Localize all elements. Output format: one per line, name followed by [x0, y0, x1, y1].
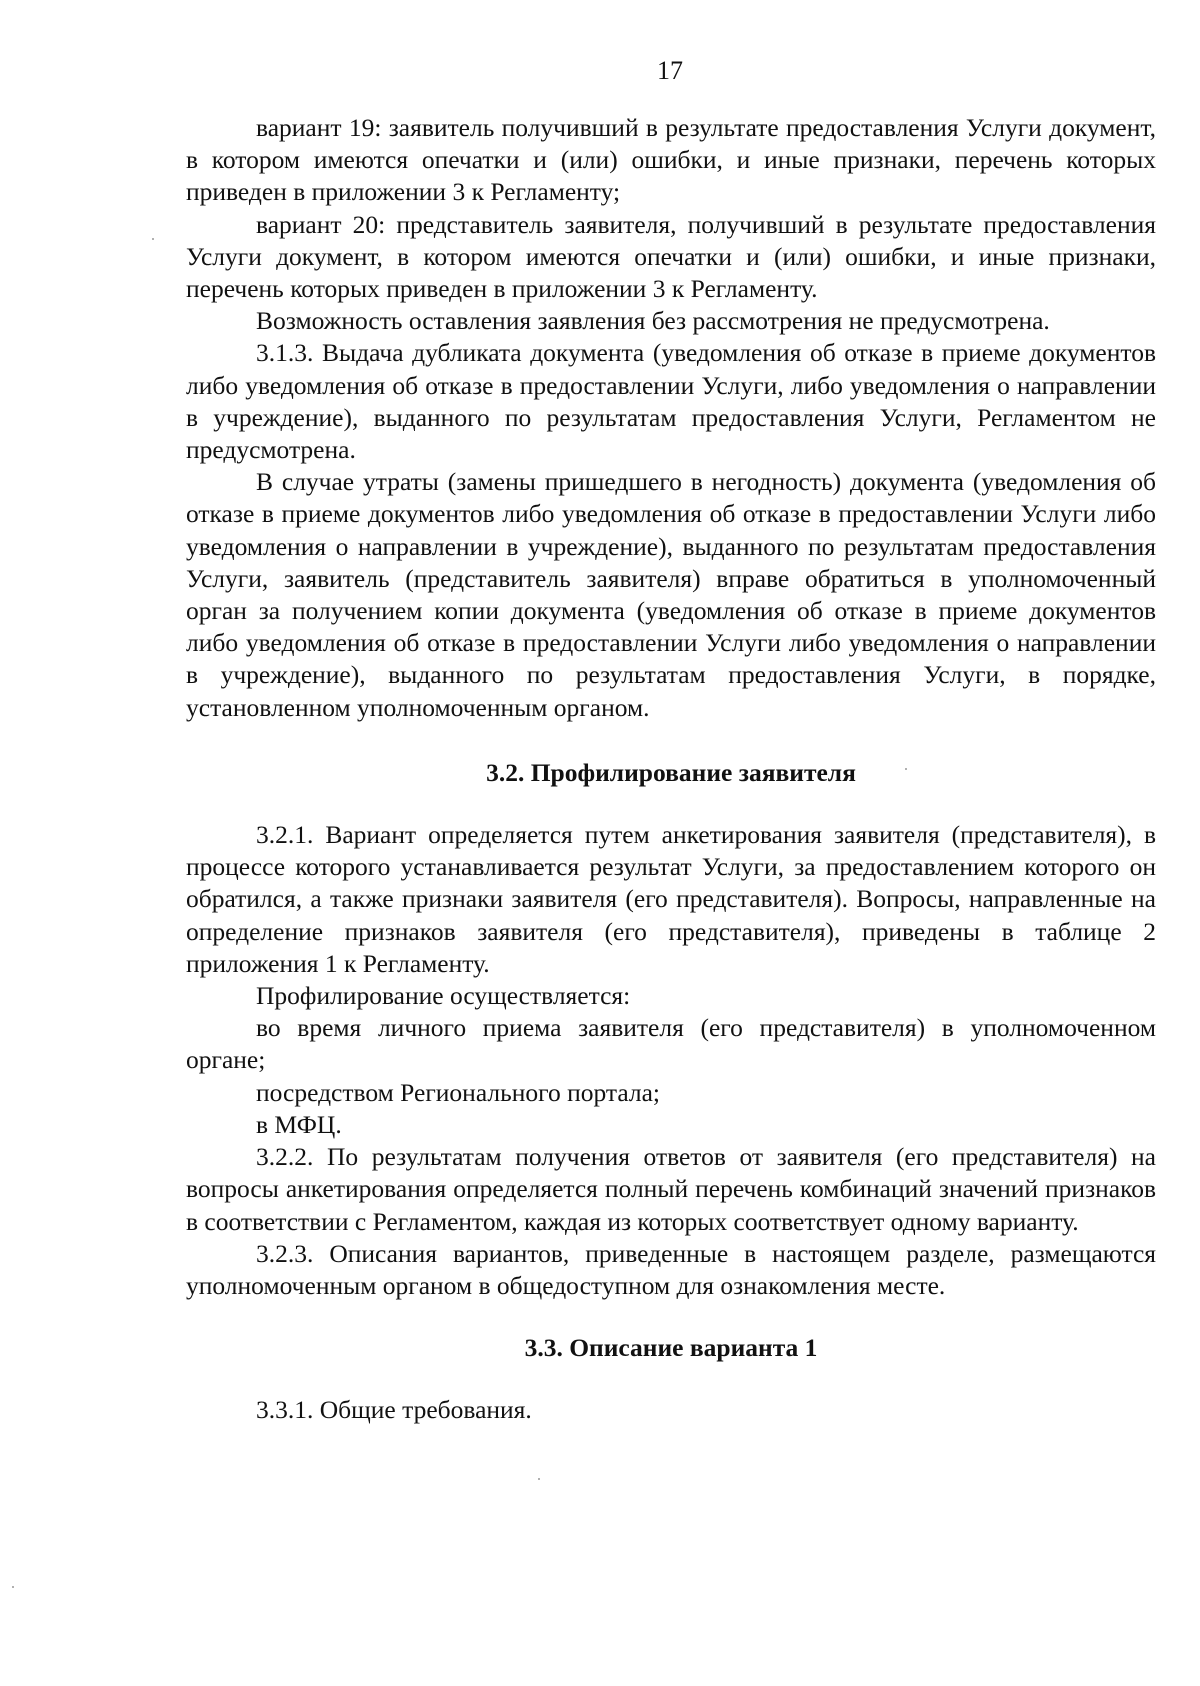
section-heading-3-3: 3.3. Описание варианта 1 [524, 1333, 818, 1363]
page-number: 17 [657, 56, 683, 85]
paragraph-variant-20: вариант 20: представитель заявителя, получивший в результате предоставления Услуги документ, в котором имеются опечатки и (или) ошибки, и иные признаки, перечень которых приведен в приложении 3 к Регламенту. [186, 209, 1156, 304]
paragraph-3-3-1: 3.3.1. Общие требования. [256, 1395, 532, 1425]
section-heading-3-2: 3.2. Профилирование заявителя [486, 757, 856, 787]
paragraph-variant-19: вариант 19: заявитель получивший в результате предоставления Услуги документ, в котором имеются опечатки и (или) ошибки, и иные признаки, перечень которых приведен в приложении 3 к Регламенту; [186, 113, 1156, 207]
paragraph-3-2-1: 3.2.1. Вариант определяется путем анкетирования заявителя (представителя), в процессе которого устанавливается результат Услуги, за предоставлением которого он обратился, а также признаки заявителя (его представителя). Вопросы, направленные на определение признаков заявителя (его представителя), приведены в таблице 2 приложения 1 к Регламенту. [186, 820, 1156, 978]
paragraph-3-1-3: 3.1.3. Выдача дубликата документа (уведомления об отказе в приеме документов либо уведомления об отказе в предоставлении Услуги, либо уведомления о направлении в учреждение), выданного по результатам предоставления Услуги, Регламентом не предусмотрена. [186, 338, 1156, 465]
paragraph-profiling-intro: Профилирование осуществляется: [256, 981, 631, 1011]
scan-speck [12, 1586, 14, 1588]
scan-speck [152, 238, 154, 240]
paragraph-loss-case: В случае утраты (замены пришедшего в негодность) документа (уведомления об отказе в приеме документов либо уведомления об отказе в предоставлении Услуги либо уведомления о направлении в учреждение), выданного по результатам предоставления Услуги, заявитель (представитель заявителя) вправе обратиться в уполномоченный орган за получением копии документа (уведомления об отказе в приеме документов либо уведомления об отказе в предоставлении Услуги либо уведомления о направлении в учреждение), выданного по результатам предоставления Услуги, в порядке, установленном уполномоченным органом. [186, 467, 1156, 722]
scan-speck [905, 768, 907, 770]
list-item-regional-portal: посредством Регионального портала; [256, 1077, 661, 1107]
paragraph-3-2-2: 3.2.2. По результатам получения ответов от заявителя (его представителя) на вопросы анкетирования определяется полный перечень комбинаций значений признаков в соответствии с Регламентом, каждая из которых соответствует одному варианту. [186, 1142, 1156, 1236]
paragraph-3-2-3: 3.2.3. Описания вариантов, приведенные в настоящем разделе, размещаются уполномоченным органом в общедоступном для ознакомления месте. [186, 1238, 1156, 1300]
list-item-mfc: в МФЦ. [256, 1109, 342, 1139]
list-item-personal-reception: во время личного приема заявителя (его представителя) в уполномоченном органе; [186, 1013, 1156, 1075]
scan-speck [538, 1478, 540, 1480]
document-body [186, 112, 1156, 1427]
paragraph-no-rejection: Возможность оставления заявления без рассмотрения не предусмотрена. [256, 306, 1050, 336]
